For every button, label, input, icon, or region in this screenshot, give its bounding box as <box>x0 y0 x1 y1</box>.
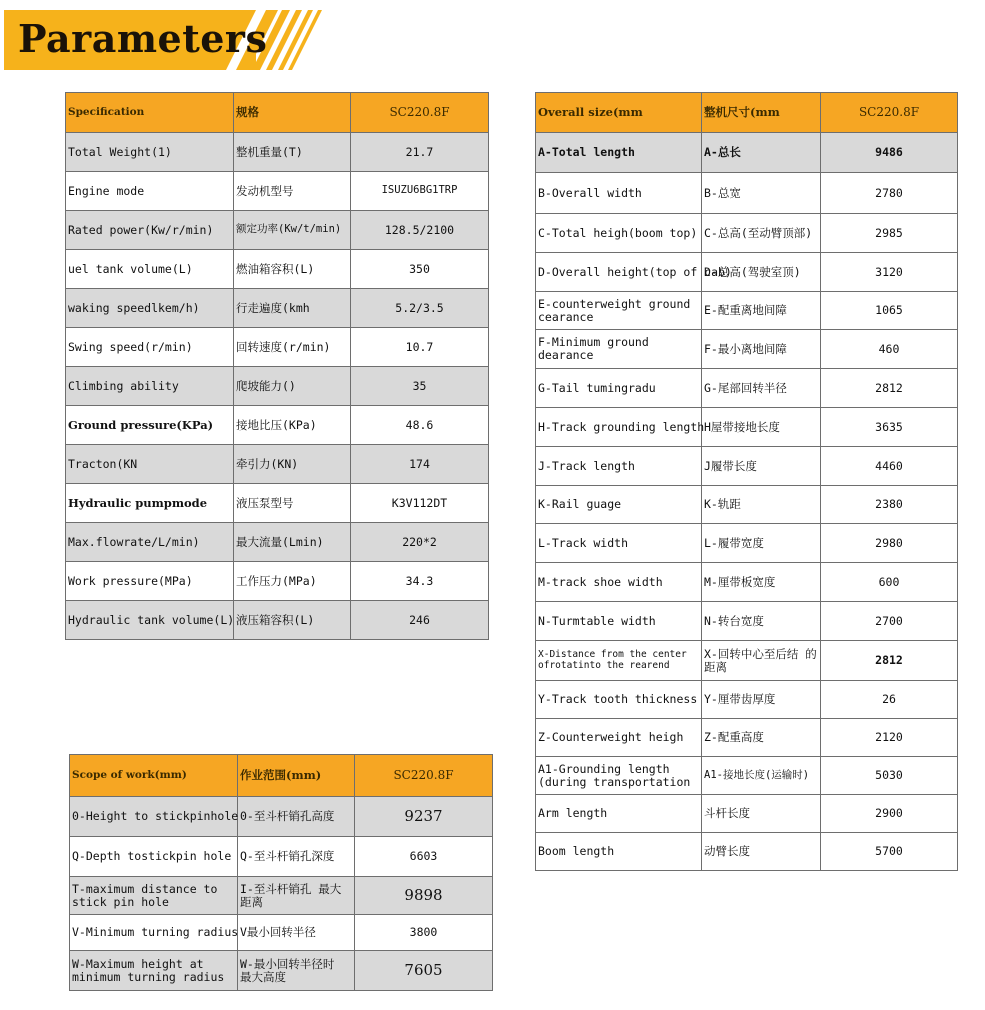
param-value: 2700 <box>821 602 958 641</box>
param-value: 26 <box>821 681 958 719</box>
param-value: 2780 <box>821 173 958 214</box>
param-name-cn: N-转台宽度 <box>702 602 821 641</box>
param-name: B-Overall width <box>536 173 702 214</box>
table-row <box>66 445 489 484</box>
param-value: 128.5/2100 <box>351 211 489 250</box>
param-name-cn: I-至斗杆销孔 最大距离 <box>238 877 355 915</box>
table-row <box>66 484 489 523</box>
param-value: 35 <box>351 367 489 406</box>
param-value: 246 <box>351 601 489 640</box>
table-header-row <box>536 93 958 133</box>
header-cell: SC220.8F <box>355 755 493 797</box>
param-value: 2980 <box>821 524 958 563</box>
param-name-cn: 发动机型号 <box>234 172 351 211</box>
param-name-cn: F-最小离地间障 <box>702 330 821 369</box>
table-row <box>536 641 958 681</box>
param-name-cn: K-轨距 <box>702 486 821 524</box>
param-name: W-Maximum height at minimum turning radius <box>70 951 238 991</box>
param-value: 5700 <box>821 833 958 871</box>
param-value: 4460 <box>821 447 958 486</box>
table-row <box>66 523 489 562</box>
param-name-cn: 行走遍度(kmh <box>234 289 351 328</box>
table-header-row <box>66 93 489 133</box>
header-cell: 整机尺寸(mm <box>702 93 821 133</box>
param-name: Work pressure(MPa) <box>66 562 234 601</box>
param-name-cn: Q-至斗杆销孔深度 <box>238 837 355 877</box>
param-name: V-Minimum turning radius <box>70 915 238 951</box>
param-value: 2380 <box>821 486 958 524</box>
param-name: N-Turmtable width <box>536 602 702 641</box>
param-value: 9898 <box>355 877 493 915</box>
table-row <box>66 562 489 601</box>
param-name-cn: 最大流量(Lmin) <box>234 523 351 562</box>
param-name-cn: Z-配重高度 <box>702 719 821 757</box>
parameters-banner <box>4 6 322 72</box>
param-value: K3V112DT <box>351 484 489 523</box>
param-value: ISUZU6BG1TRP <box>351 172 489 211</box>
param-name: X-Distance from the center ofrotatinto the rearend <box>536 641 702 681</box>
table-row <box>536 330 958 369</box>
param-name-cn: 额定功率(Kw/t/min) <box>234 211 351 250</box>
table-row <box>536 757 958 795</box>
param-name: Swing speed(r/min) <box>66 328 234 367</box>
param-value: 6603 <box>355 837 493 877</box>
param-name-cn: 牵引力(KN) <box>234 445 351 484</box>
param-name-cn: 液压泵型号 <box>234 484 351 523</box>
param-name-cn: E-配重离地间障 <box>702 292 821 330</box>
table-row <box>536 833 958 871</box>
param-name-cn: A1-接地长度(运输时) <box>702 757 821 795</box>
param-value: 9486 <box>821 133 958 173</box>
param-name: T-maximum distance to stick pin hole <box>70 877 238 915</box>
param-name-cn: 液压箱容积(L) <box>234 601 351 640</box>
header-cell: 规格 <box>234 93 351 133</box>
table-row <box>66 250 489 289</box>
param-name-cn: 0-至斗杆销孔高度 <box>238 797 355 837</box>
param-value: 3800 <box>355 915 493 951</box>
scope-of-work-table <box>69 754 493 991</box>
header-cell: Overall size(mm <box>536 93 702 133</box>
param-name: J-Track length <box>536 447 702 486</box>
param-value: 10.7 <box>351 328 489 367</box>
param-name: Z-Counterweight heigh <box>536 719 702 757</box>
param-name: A-Total length <box>536 133 702 173</box>
param-name-cn: A-总长 <box>702 133 821 173</box>
table-row <box>536 563 958 602</box>
param-name-cn: B-总宽 <box>702 173 821 214</box>
param-name: Engine mode <box>66 172 234 211</box>
param-name: 0-Height to stickpinhole <box>70 797 238 837</box>
param-name-cn: C-总高(至动臂顶部) <box>702 214 821 253</box>
param-value: 7605 <box>355 951 493 991</box>
table-row <box>70 797 493 837</box>
param-name-cn: 动臂长度 <box>702 833 821 871</box>
param-value: 174 <box>351 445 489 484</box>
table-row <box>66 133 489 172</box>
table-row <box>66 289 489 328</box>
param-name-cn: 爬坡能力() <box>234 367 351 406</box>
param-name: C-Total heigh(boom top) <box>536 214 702 253</box>
param-name: Arm length <box>536 795 702 833</box>
table-row <box>536 292 958 330</box>
param-name-cn: X-回转中心至后结 的距离 <box>702 641 821 681</box>
param-name-cn: 整机重量(T) <box>234 133 351 172</box>
param-name: Tracton(KN <box>66 445 234 484</box>
table-row <box>536 408 958 447</box>
param-name-cn: Y-厘带齿厚度 <box>702 681 821 719</box>
header-cell: 作业范围(mm) <box>238 755 355 797</box>
param-value: 5.2/3.5 <box>351 289 489 328</box>
param-name: Y-Track tooth thickness <box>536 681 702 719</box>
table-row <box>536 447 958 486</box>
table-row <box>536 133 958 173</box>
param-name: Q-Depth tostickpin hole <box>70 837 238 877</box>
param-name: Boom length <box>536 833 702 871</box>
table-row <box>66 172 489 211</box>
param-value: 220*2 <box>351 523 489 562</box>
table-row <box>66 406 489 445</box>
table-row <box>70 951 493 991</box>
param-value: 5030 <box>821 757 958 795</box>
table-row <box>536 173 958 214</box>
param-name-cn: 回转速度(r/min) <box>234 328 351 367</box>
param-name-cn: D-总高(驾驶室顶) <box>702 253 821 292</box>
table-row <box>66 601 489 640</box>
param-name: Total Weight(1) <box>66 133 234 172</box>
specification-table <box>65 92 489 640</box>
table-row <box>70 837 493 877</box>
table-row <box>536 214 958 253</box>
table-row <box>536 486 958 524</box>
table-row <box>66 328 489 367</box>
param-value: 48.6 <box>351 406 489 445</box>
param-name: Ground pressure(KPa) <box>66 406 234 445</box>
table-row <box>66 367 489 406</box>
param-value: 350 <box>351 250 489 289</box>
table-row <box>536 602 958 641</box>
param-name: waking speedlkem/h) <box>66 289 234 328</box>
param-value: 21.7 <box>351 133 489 172</box>
param-name: E-counterweight ground cearance <box>536 292 702 330</box>
param-value: 2812 <box>821 641 958 681</box>
param-name-cn: 斗杆长度 <box>702 795 821 833</box>
param-name: Climbing ability <box>66 367 234 406</box>
param-name-cn: W-最小回转半径时 最大高度 <box>238 951 355 991</box>
param-name: Hydraulic tank volume(L) <box>66 601 234 640</box>
param-value: 2985 <box>821 214 958 253</box>
param-name-cn: J履带长度 <box>702 447 821 486</box>
table-row <box>536 369 958 408</box>
param-name: Max.flowrate/L/min) <box>66 523 234 562</box>
param-name-cn: V最小回转半径 <box>238 915 355 951</box>
table-row <box>536 719 958 757</box>
param-value: 2120 <box>821 719 958 757</box>
param-name: K-Rail guage <box>536 486 702 524</box>
param-value: 3635 <box>821 408 958 447</box>
param-name: Hydraulic pumpmode <box>66 484 234 523</box>
param-name-cn: G-尾部回转半径 <box>702 369 821 408</box>
param-name: M-track shoe width <box>536 563 702 602</box>
param-value: 3120 <box>821 253 958 292</box>
table-row <box>536 681 958 719</box>
param-name: uel tank volume(L) <box>66 250 234 289</box>
table-row <box>536 524 958 563</box>
table-row <box>70 877 493 915</box>
overall-size-table <box>535 92 958 871</box>
param-name-cn: 接地比压(KPa) <box>234 406 351 445</box>
header-cell: SC220.8F <box>821 93 958 133</box>
param-name: D-Overall height(top of cab) <box>536 253 702 292</box>
param-name: L-Track width <box>536 524 702 563</box>
param-value: 2812 <box>821 369 958 408</box>
param-value: 1065 <box>821 292 958 330</box>
param-value: 34.3 <box>351 562 489 601</box>
param-name-cn: M-厘带板宽度 <box>702 563 821 602</box>
param-value: 600 <box>821 563 958 602</box>
param-name: F-Minimum ground dearance <box>536 330 702 369</box>
param-value: 460 <box>821 330 958 369</box>
table-header-row <box>70 755 493 797</box>
header-cell: SC220.8F <box>351 93 489 133</box>
param-name: A1-Grounding length (during transportation <box>536 757 702 795</box>
param-name-cn: H屋带接地长度 <box>702 408 821 447</box>
header-cell: Specification <box>66 93 234 133</box>
table-row <box>536 253 958 292</box>
header-cell: Scope of work(mm) <box>70 755 238 797</box>
param-name: H-Track grounding length <box>536 408 702 447</box>
table-row <box>536 795 958 833</box>
table-row <box>70 915 493 951</box>
param-value: 2900 <box>821 795 958 833</box>
param-name-cn: L-履带宽度 <box>702 524 821 563</box>
page-title: Parameters <box>18 16 268 61</box>
param-name-cn: 工作压力(MPa) <box>234 562 351 601</box>
table-row <box>66 211 489 250</box>
param-value: 9237 <box>355 797 493 837</box>
param-name: Rated power(Kw/r/min) <box>66 211 234 250</box>
param-name: G-Tail tumingradu <box>536 369 702 408</box>
param-name-cn: 燃油箱容积(L) <box>234 250 351 289</box>
